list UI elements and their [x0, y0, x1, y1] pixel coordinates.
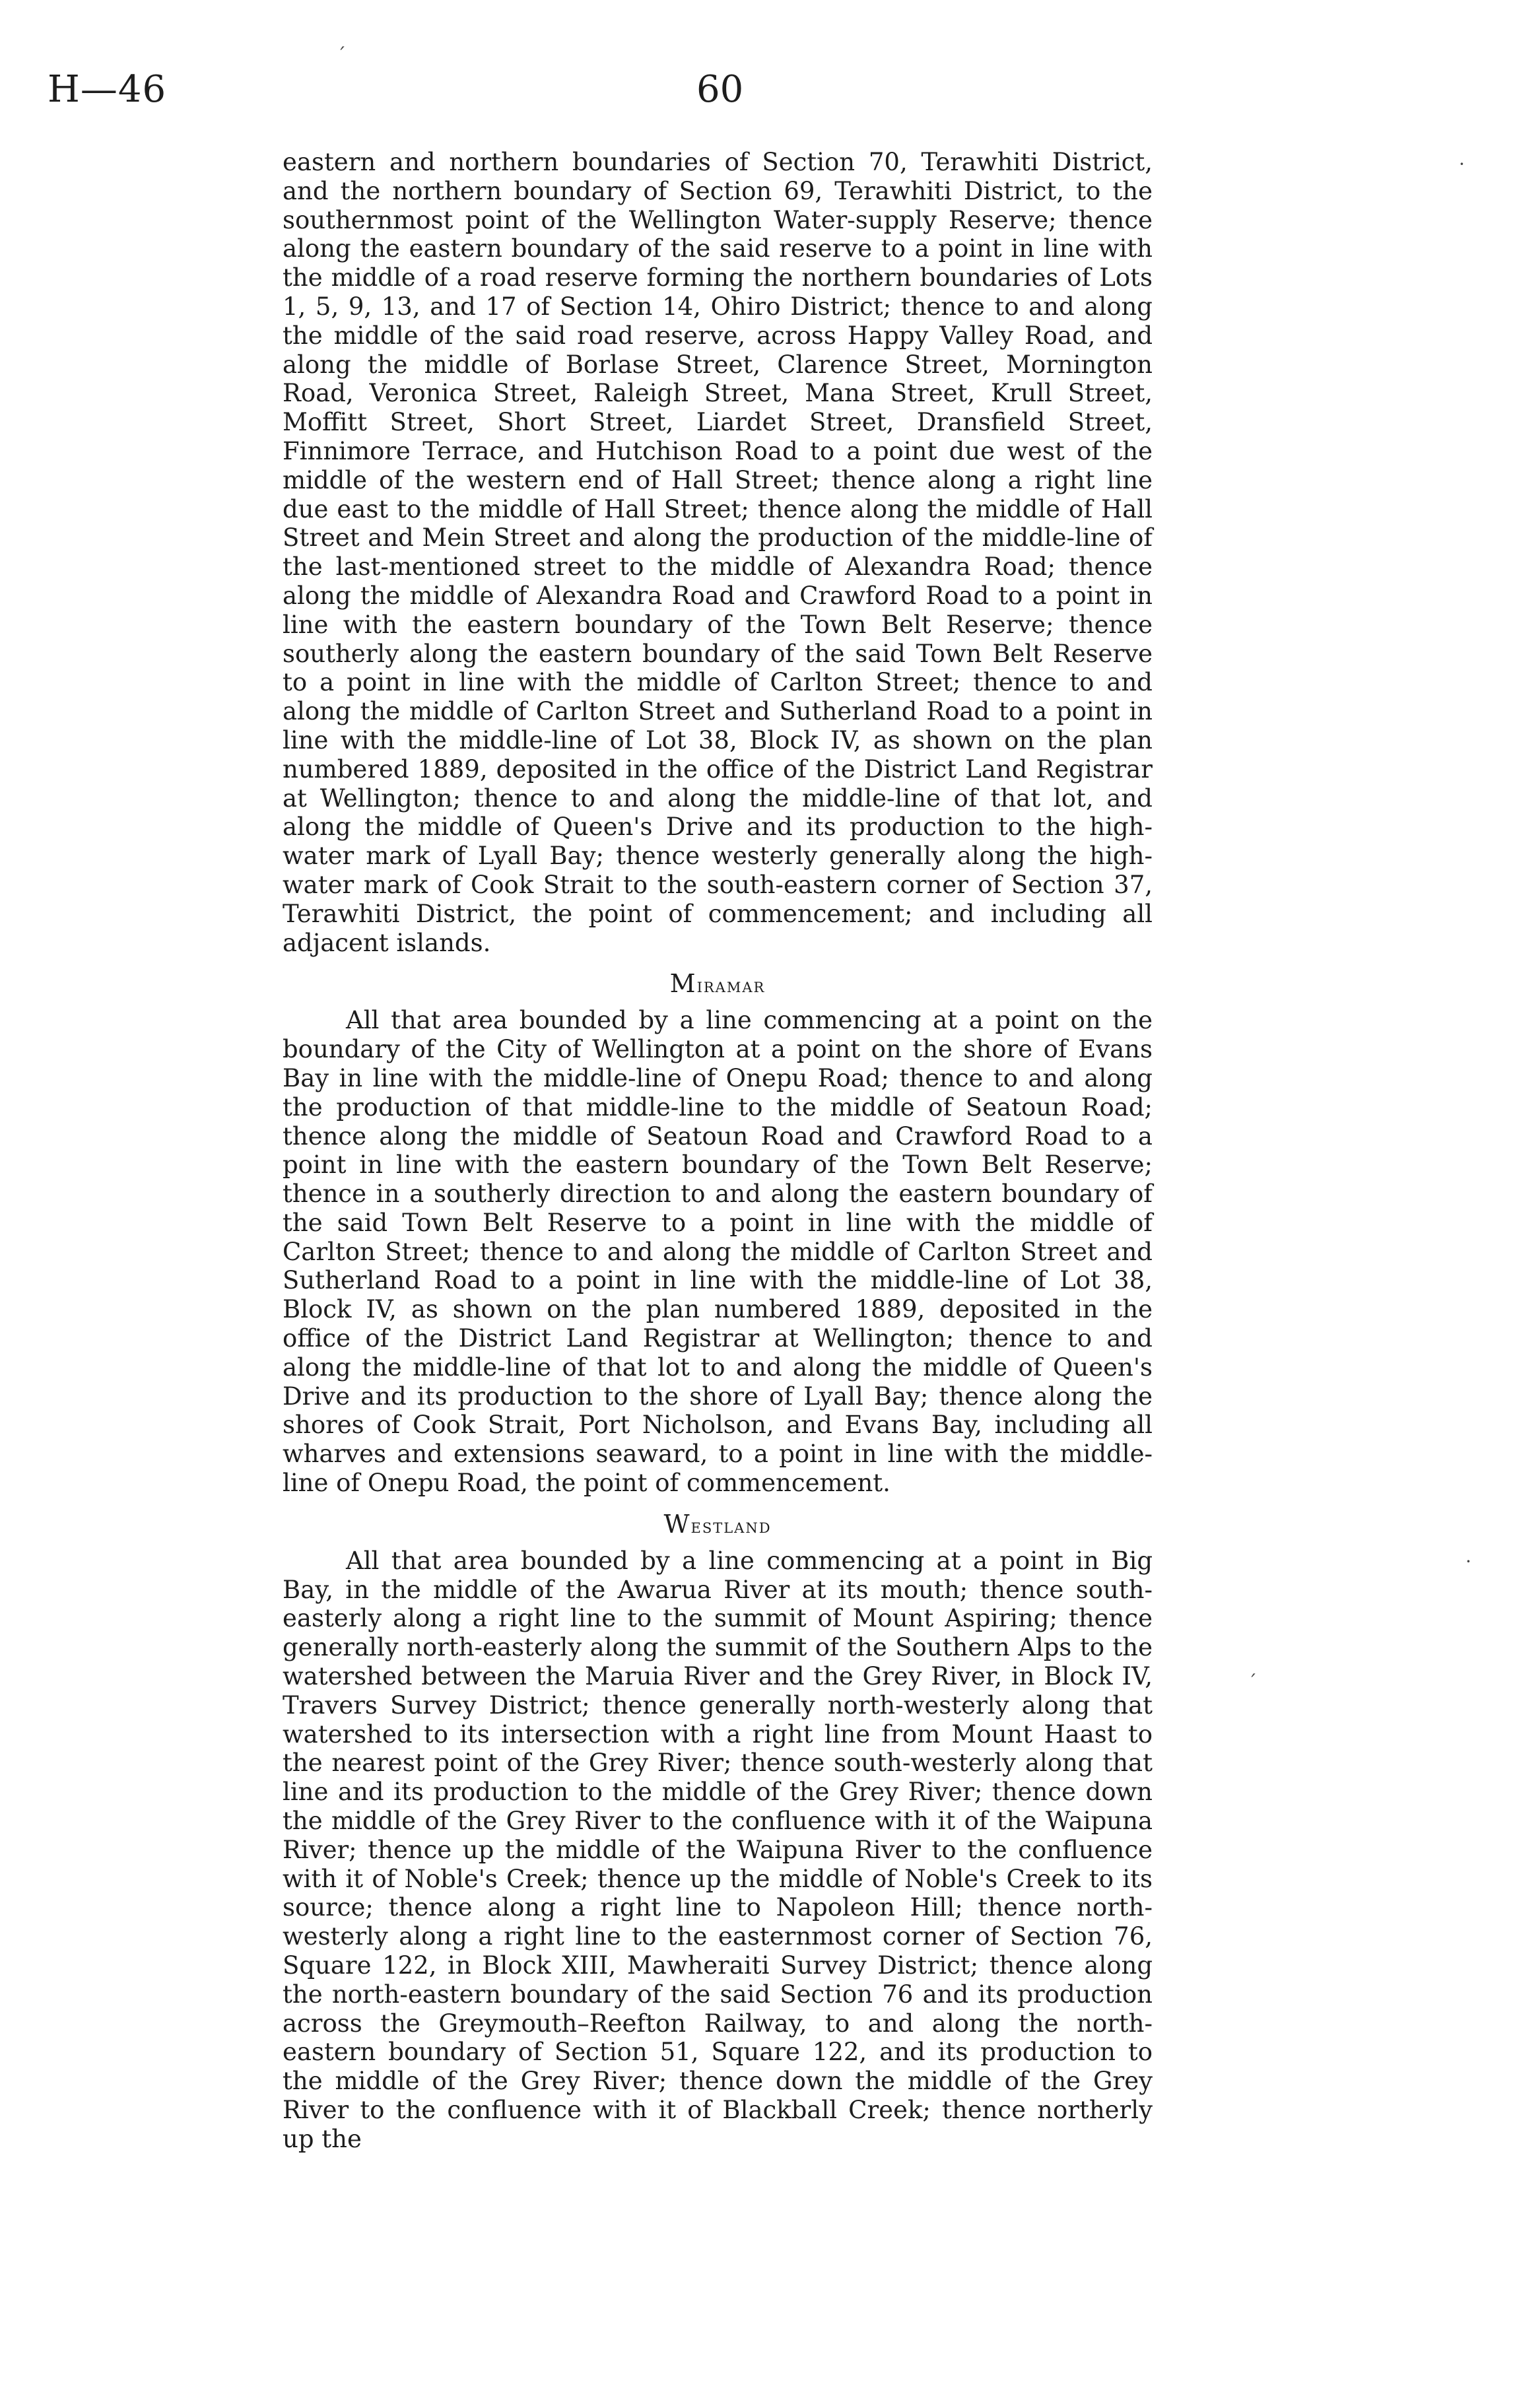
- intro-paragraph: eastern and northern boundaries of Section 70, Terawhiti District, and the northern boundary of Section 69, Terawhiti District, to the southernmost point of the Wellington Water-supply Reserve; thence along the eastern boundary of the said reserve to a point in line with the middle of a road reserve forming the northern boundaries of Lots 1, 5, 9, 13, and 17 of Section 14, Ohiro District; thence to and along the middle of the said road reserve, across Happy Valley Road, and along the middle of Borlase Street, Clarence Street, Mornington Road, Veronica Street, Raleigh Street, Mana Street, Krull Street, Moffitt Street, Short Street, Liardet Street, Dransfield Street, Finnimore Terrace, and Hutchison Road to a point due west of the middle of the western end of Hall Street; thence along a right line due east to the middle of Hall Street; thence along the middle of Hall Street and Mein Street and along the production of the middle-line of the last-mentioned street to the middle of Alexandra Road; thence along the middle of Alexandra Road and Crawford Road to a point in line with the eastern boundary of the Town Belt Reserve; thence southerly along the eastern boundary of the said Town Belt Reserve to a point in line with the middle of Carlton Street; thence to and along the middle of Carlton Street and Sutherland Road to a point in line with the middle-line of Lot 38, Block IV, as shown on the plan numbered 1889, deposited in the office of the District Land Registrar at Wellington; thence to and along the middle-line of that lot, and along the middle of Queen's Drive and its production to the high-water mark of Lyall Bay; thence westerly generally along the high-water mark of Cook Strait to the south-eastern corner of Section 37, Terawhiti District, the point of commencement; and including all adjacent islands.: [283, 148, 1153, 957]
- section-heading-miramar: Miramar: [669, 969, 766, 999]
- section-text-miramar: All that area bounded by a line commencing at a point on the boundary of the City of Wellington at a point on the shore of Evans Bay in line with the middle-line of Onepu Road; thence to and along the production of that middle-line to the middle of Seatoun Road; thence along the middle of Seatoun Road and Crawford Road to a point in line with the eastern boundary of the Town Belt Reserve; thence in a southerly direction to and along the eastern boundary of the said Town Belt Reserve to a point in line with the middle of Carlton Street; thence to and along the middle of Carlton Street and Sutherland Road to a point in line with the middle-line of Lot 38, Block IV, as shown on the plan numbered 1889, deposited in the office of the District Land Registrar at Wellington; thence to and along the middle-line of that lot to and along the middle of Queen's Drive and its production to the shore of Lyall Bay; thence along the shores of Cook Strait, Port Nicholson, and Evans Bay, including all wharves and extensions seaward, to a point in line with the middle-line of Onepu Road, the point of commencement.: [283, 1006, 1153, 1498]
- scan-speck: ·: [1459, 153, 1465, 175]
- scan-speck: ˊ: [1248, 1671, 1257, 1693]
- scan-speck: ˊ: [337, 44, 346, 66]
- document-reference: H—46: [48, 68, 167, 111]
- body-text: [283, 148, 1153, 2154]
- page-number: 60: [696, 68, 744, 111]
- scan-speck: ·: [1465, 1551, 1471, 1572]
- section-text-westland: All that area bounded by a line commencing at a point in Big Bay, in the middle of the Awarua River at its mouth; thence south-easterly along a right line to the summit of Mount Aspiring; thence generally north-easterly along the summit of the Southern Alps to the watershed between the Maruia River and the Grey River, in Block IV, Travers Survey District; thence generally north-westerly along that watershed to its intersection with a right line from Mount Haast to the nearest point of the Grey River; thence south-westerly along that line and its production to the middle of the Grey River; thence down the middle of the Grey River to the confluence with it of the Waipuna River; thence up the middle of the Waipuna River to the confluence with it of Noble's Creek; thence up the middle of Noble's Creek to its source; thence along a right line to Napoleon Hill; thence north-westerly along a right line to the easternmost corner of Section 76, Square 122, in Block XIII, Mawheraiti Survey District; thence along the north-eastern boundary of the said Section 76 and its production across the Greymouth–Reefton Railway, to and along the north-eastern boundary of Section 51, Square 122, and its production to the middle of the Grey River; thence down the middle of the Grey River to the confluence with it of Blackball Creek; thence northerly up the: [283, 1546, 1153, 2153]
- section-heading-westland: Westland: [663, 1509, 772, 1539]
- page-header: [0, 63, 1513, 123]
